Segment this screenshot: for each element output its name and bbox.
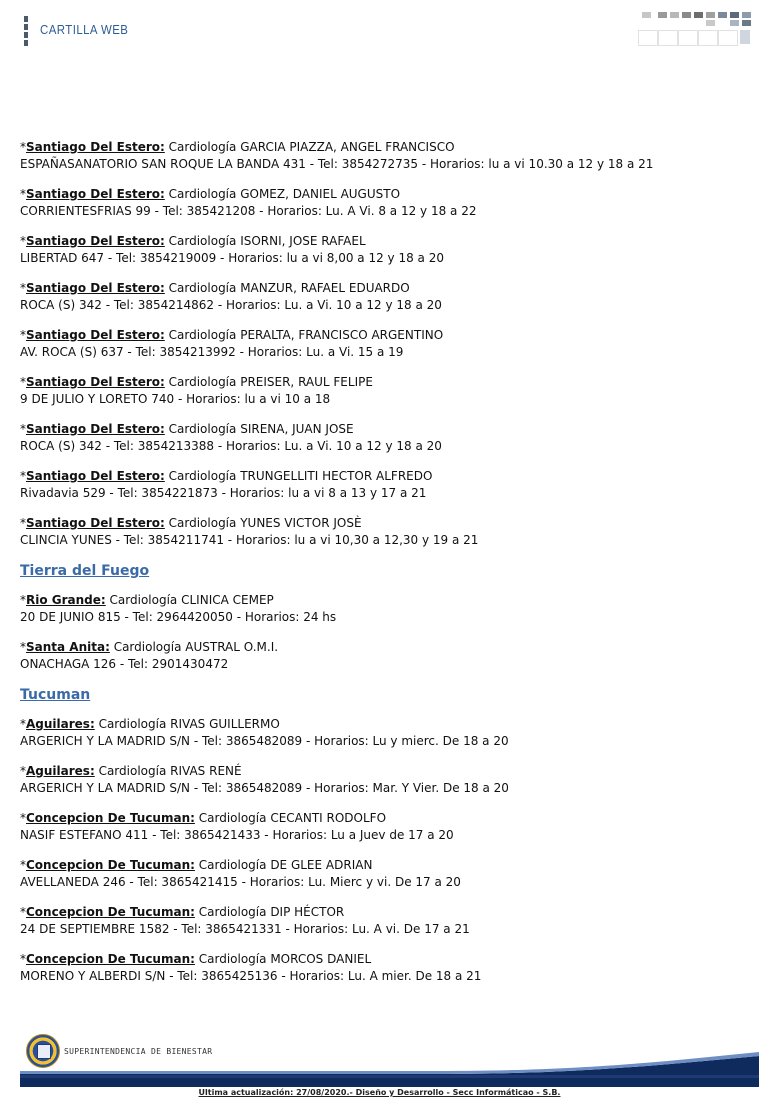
provider-name: RIVAS GUILLERMO — [170, 717, 280, 731]
page-title: CARTILLA WEB — [40, 22, 129, 37]
city-link[interactable]: Santiago Del Estero: — [26, 469, 165, 483]
provider-entry: *Aguilares: Cardiología RIVAS RENÉ ARGERICH Y LA MADRID S/N - Tel: 3865482089 - Horarios: Mar. Y Vier. De 18 a 20 — [20, 764, 509, 795]
provider-detail: 24 DE SEPTIEMBRE 1582 - Tel: 3865421331 - Horarios: Lu. A vi. De 17 a 21 — [20, 922, 470, 936]
specialty: Cardiología — [198, 905, 267, 919]
specialty: Cardiología — [168, 469, 237, 483]
institution-seal-icon — [26, 1034, 60, 1068]
provider-name: DE GLEE ADRIAN — [270, 858, 373, 872]
specialty: Cardiología — [198, 858, 267, 872]
city-link[interactable]: Santiago Del Estero: — [26, 187, 165, 201]
provider-name: CECANTI RODOLFO — [270, 811, 387, 825]
provider-entry: *Santiago Del Estero: Cardiología GOMEZ, DANIEL AUGUSTO CORRIENTESFRIAS 99 - Tel: 385421208 - Horarios: Lu. A Vi. 8 a 12 y 18 a 22 — [20, 187, 477, 218]
provider-name: YUNES VICTOR JOSÈ — [240, 516, 362, 530]
provider-entry: *Santiago Del Estero: Cardiología PERALTA, FRANCISCO ARGENTINO AV. ROCA (S) 637 - Tel: 3854213992 - Horarios: Lu. a Vi. 15 a 19 — [20, 328, 444, 359]
provider-detail: AVELLANEDA 246 - Tel: 3865421415 - Horarios: Lu. Mierc y vi. De 17 a 20 — [20, 875, 461, 889]
seal-shield-icon — [37, 1044, 51, 1059]
provider-detail: ARGERICH Y LA MADRID S/N - Tel: 3865482089 - Horarios: Mar. Y Vier. De 18 a 20 — [20, 781, 509, 795]
province-heading[interactable]: Tierra del Fuego — [20, 563, 150, 579]
provider-name: RIVAS RENÉ — [170, 764, 242, 778]
provider-entry: *Santiago Del Estero: Cardiología GARCIA PIAZZA, ANGEL FRANCISCO ESPAÑASANATORIO SAN ROQUE LA BANDA 431 - Tel: 3854272735 - Horarios: lu a vi 10.30 a 12 y 18 a 21 — [20, 140, 654, 171]
provider-detail: ARGERICH Y LA MADRID S/N - Tel: 3865482089 - Horarios: Lu y mierc. De 18 a 20 — [20, 734, 509, 748]
specialty: Cardiología — [168, 234, 237, 248]
provider-detail: CLINCIA YUNES - Tel: 3854211741 - Horarios: lu a vi 10,30 a 12,30 y 19 a 21 — [20, 533, 479, 547]
provider-detail: CORRIENTESFRIAS 99 - Tel: 385421208 - Horarios: Lu. A Vi. 8 a 12 y 18 a 22 — [20, 204, 477, 218]
city-link[interactable]: Santiago Del Estero: — [26, 422, 165, 436]
city-link[interactable]: Rio Grande: — [26, 593, 106, 607]
specialty: Cardiología — [168, 187, 237, 201]
provider-detail: ONACHAGA 126 - Tel: 2901430472 — [20, 657, 229, 671]
provider-entry: *Aguilares: Cardiología RIVAS GUILLERMO ARGERICH Y LA MADRID S/N - Tel: 3865482089 - Horarios: Lu y mierc. De 18 a 20 — [20, 717, 509, 748]
provider-entry: *Concepcion De Tucuman: Cardiología CECANTI RODOLFO NASIF ESTEFANO 411 - Tel: 3865421433 - Horarios: Lu a Juev de 17 a 20 — [20, 811, 454, 842]
city-link[interactable]: Santiago Del Estero: — [26, 375, 165, 389]
specialty: Cardiología — [168, 422, 237, 436]
provider-name: TRUNGELLITI HECTOR ALFREDO — [240, 469, 433, 483]
provider-entry: *Santa Anita: Cardiología AUSTRAL O.M.I. ONACHAGA 126 - Tel: 2901430472 — [20, 640, 279, 671]
last-update-note: Ultima actualización: 27/08/2020.- Diseño y Desarrollo - Secc Informáticao - S.B. — [198, 1088, 561, 1097]
provider-name: GOMEZ, DANIEL AUGUSTO — [240, 187, 401, 201]
specialty: Cardiología — [113, 640, 182, 654]
provider-entry: *Concepcion De Tucuman: Cardiología DIP HÉCTOR 24 DE SEPTIEMBRE 1582 - Tel: 3865421331 - Horarios: Lu. A vi. De 17 a 21 — [20, 905, 470, 936]
specialty: Cardiología — [98, 717, 167, 731]
provider-detail: Rivadavia 529 - Tel: 3854221873 - Horarios: lu a vi 8 a 13 y 17 a 21 — [20, 486, 427, 500]
provider-entry: *Santiago Del Estero: Cardiología TRUNGELLITI HECTOR ALFREDO Rivadavia 529 - Tel: 3854221873 - Horarios: lu a vi 8 a 13 y 17 a 21 — [20, 469, 433, 500]
provider-name: MANZUR, RAFAEL EDUARDO — [240, 281, 410, 295]
provider-detail: NASIF ESTEFANO 411 - Tel: 3865421433 - Horarios: Lu a Juev de 17 a 20 — [20, 828, 454, 842]
provider-entry: *Santiago Del Estero: Cardiología MANZUR, RAFAEL EDUARDO ROCA (S) 342 - Tel: 3854214862 - Horarios: Lu. a Vi. 10 a 12 y 18 a 20 — [20, 281, 442, 312]
specialty: Cardiología — [168, 140, 237, 154]
specialty: Cardiología — [98, 764, 167, 778]
city-link[interactable]: Santiago Del Estero: — [26, 328, 165, 342]
provider-name: DIP HÉCTOR — [270, 905, 345, 919]
city-link[interactable]: Santa Anita: — [26, 640, 110, 654]
provider-name: MORCOS DANIEL — [270, 952, 372, 966]
provider-name: PERALTA, FRANCISCO ARGENTINO — [240, 328, 444, 342]
provider-name: PREISER, RAUL FELIPE — [240, 375, 373, 389]
city-link[interactable]: Concepcion De Tucuman: — [26, 811, 195, 825]
provider-detail: ROCA (S) 342 - Tel: 3854214862 - Horarios: Lu. a Vi. 10 a 12 y 18 a 20 — [20, 298, 442, 312]
specialty: Cardiología — [168, 516, 237, 530]
city-link[interactable]: Aguilares: — [26, 764, 95, 778]
specialty: Cardiología — [168, 375, 237, 389]
header-accent-bar — [24, 16, 28, 46]
city-link[interactable]: Concepcion De Tucuman: — [26, 905, 195, 919]
provider-name: AUSTRAL O.M.I. — [185, 640, 279, 654]
provider-detail: ROCA (S) 342 - Tel: 3854213388 - Horarios: Lu. a Vi. 10 a 12 y 18 a 20 — [20, 439, 442, 453]
provider-entry: *Santiago Del Estero: Cardiología YUNES VICTOR JOSÈ CLINCIA YUNES - Tel: 3854211741 - Horarios: lu a vi 10,30 a 12,30 y 19 a 21 — [20, 516, 479, 547]
provider-entry: *Rio Grande: Cardiología CLINICA CEMEP 20 DE JUNIO 815 - Tel: 2964420050 - Horarios: 24 hs — [20, 593, 337, 624]
provider-entry: *Concepcion De Tucuman: Cardiología DE GLEE ADRIAN AVELLANEDA 246 - Tel: 3865421415 - Horarios: Lu. Mierc y vi. De 17 a 20 — [20, 858, 461, 889]
provider-detail: MORENO Y ALBERDI S/N - Tel: 3865425136 - Horarios: Lu. A mier. De 18 a 21 — [20, 969, 482, 983]
provider-entry: *Concepcion De Tucuman: Cardiología MORCOS DANIEL MORENO Y ALBERDI S/N - Tel: 3865425136 - Horarios: Lu. A mier. De 18 a 21 — [20, 952, 482, 983]
provider-detail: LIBERTAD 647 - Tel: 3854219009 - Horarios: lu a vi 8,00 a 12 y 18 a 20 — [20, 251, 444, 265]
provider-entry: *Santiago Del Estero: Cardiología PREISER, RAUL FELIPE 9 DE JULIO Y LORETO 740 - Horarios: lu a vi 10 a 18 — [20, 375, 373, 406]
provider-detail: AV. ROCA (S) 637 - Tel: 3854213992 - Horarios: Lu. a Vi. 15 a 19 — [20, 345, 404, 359]
decorative-squares-icon — [636, 10, 758, 50]
provider-entry: *Santiago Del Estero: Cardiología SIRENA, JUAN JOSE ROCA (S) 342 - Tel: 3854213388 - Horarios: Lu. a Vi. 10 a 12 y 18 a 20 — [20, 422, 442, 453]
specialty: Cardiología — [198, 811, 267, 825]
city-link[interactable]: Concepcion De Tucuman: — [26, 858, 195, 872]
city-link[interactable]: Concepcion De Tucuman: — [26, 952, 195, 966]
provider-detail: ESPAÑASANATORIO SAN ROQUE LA BANDA 431 - Tel: 3854272735 - Horarios: lu a vi 10.30 a 12 y 18 a 21 — [20, 157, 654, 171]
provider-name: ISORNI, JOSE RAFAEL — [240, 234, 366, 248]
page-header — [0, 0, 759, 60]
footer-organization: SUPERINTENDENCIA DE BIENESTAR — [64, 1047, 213, 1056]
city-link[interactable]: Santiago Del Estero: — [26, 234, 165, 248]
provider-detail: 9 DE JULIO Y LORETO 740 - Horarios: lu a vi 10 a 18 — [20, 392, 331, 406]
city-link[interactable]: Santiago Del Estero: — [26, 516, 165, 530]
specialty: Cardiología — [168, 281, 237, 295]
page-footer — [0, 1026, 759, 1101]
specialty: Cardiología — [168, 328, 237, 342]
provider-entry: *Santiago Del Estero: Cardiología ISORNI, JOSE RAFAEL LIBERTAD 647 - Tel: 3854219009 - Horarios: lu a vi 8,00 a 12 y 18 a 20 — [20, 234, 444, 265]
provider-detail: 20 DE JUNIO 815 - Tel: 2964420050 - Horarios: 24 hs — [20, 610, 337, 624]
city-link[interactable]: Santiago Del Estero: — [26, 281, 165, 295]
province-heading[interactable]: Tucuman — [20, 687, 91, 703]
specialty: Cardiología — [198, 952, 267, 966]
provider-name: GARCIA PIAZZA, ANGEL FRANCISCO — [240, 140, 455, 154]
specialty: Cardiología — [109, 593, 178, 607]
listing-content — [20, 139, 750, 998]
provider-name: CLINICA CEMEP — [181, 593, 274, 607]
provider-name: SIRENA, JUAN JOSE — [240, 422, 354, 436]
city-link[interactable]: Santiago Del Estero: — [26, 140, 165, 154]
city-link[interactable]: Aguilares: — [26, 717, 95, 731]
